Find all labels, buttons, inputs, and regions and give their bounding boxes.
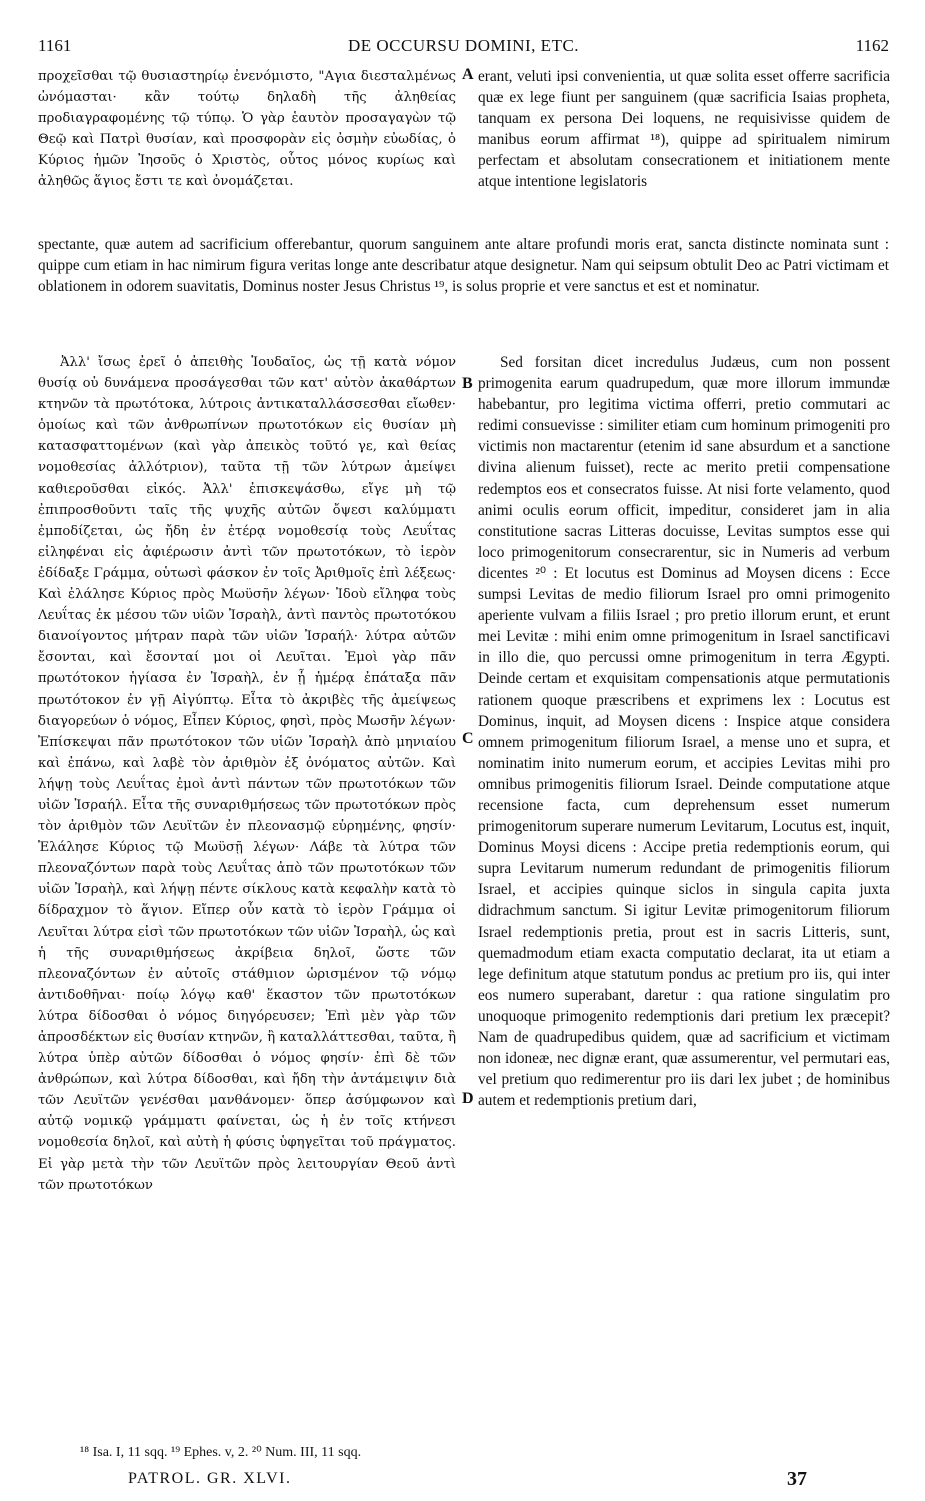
- footnotes: ¹⁸ Isa. I, 11 sqq. ¹⁹ Ephes. v, 2. ²⁰ Num. III, 11 sqq.: [80, 1445, 362, 1460]
- greek-column-section-2: [38, 352, 456, 1436]
- latin-column-section-2: [478, 352, 890, 1436]
- page-title: DE OCCURSU DOMINI, ETC.: [347, 36, 580, 55]
- page-number: 37: [787, 1468, 807, 1490]
- latin-text-1-continuation: spectante, quæ autem ad sacrificium offerebantur, quorum sanguinem ante altare profundi moris erat, sancta distincte nominata sunt : quippe cum etiam in hac nimirum figura veritas longe ante describatur atque designetur. Nam qui seipsum obtulit Deo ac Patri victimam et oblationem in odorem suavitatis, Dominus noster Jesus Christus ¹⁹, is solus proprie et vere sanctus et est et nominatur.: [38, 236, 889, 296]
- greek-column-section-1: [38, 66, 456, 214]
- greek-text-1: προχεῖσθαι τῷ θυσιαστηρίῳ ἐνενόμιστο, "Αγια διεσταλμένως ὠνόμασται· κἂν τούτῳ δηλαδὴ τῆς ἀληθείας προδιαγραφομένης τῷ τύπῳ. Ὁ γὰρ ἑαυτὸν προσαγαγὼν τῷ Θεῷ καὶ Πατρὶ θυσίαν, καὶ προσφορὰν εἰς ὀσμὴν εὐωδίας, ὁ Κύριος ἡμῶν Ἰησοῦς ὁ Χριστὸς, οὗτος μόνος κυρίως καὶ ἀληθῶς ἅγιος ἔστι τε καὶ ὀνομάζεται.: [38, 69, 456, 190]
- margin-marker-a: A: [462, 66, 474, 83]
- margin-marker-b: B: [462, 375, 473, 392]
- column-number-right: 1162: [855, 36, 889, 55]
- latin-text-1: erant, veluti ipsi convenientia, ut quæ solita esset offerre sacrificia quæ ex lege fiunt per sanguinem (quæ sacrificia Isaias propheta, tanquam ex persona Dei loquens, ne requisivisse quidem de manibus eorum affirmat ¹⁸), quippe ad spiritualem nimirum perfectam et absolutam consecrationem et initiationem mente atque intentione legislatoris: [478, 68, 890, 191]
- latin-text-2: Sed forsitan dicet incredulus Judæus, cum non possent primogenita earum quadrupedum, quæ more illorum immundæ habebantur, pro legitima victima offerri, pretio commutari ac redimi consuevisse : similiter etiam cum hominum primogeniti pro victimis non mactarentur (etenim id sane absurdum et a sanctione divina alienum fuisset), recte ac merito pretii compensatione redemptos eos et consecratos fuisse. At nisi forte velamento, quod animi oculis eorum officit, impeditur, consideret jam in alia constitutione sacras Litteras docuisse, Levitas sumptos esse qui loco primogenitorum consecrarentur, sic in Numeris ad verbum dicentes ²⁰ : Et locutus est Dominus ad Moysen dicens : Ecce sumpsi Levitas de medio filiorum Israel pro omni primogenito aperiente vulvam a filiis Israel ; pro pretio illorum erunt, et erunt mei Levitæ : mihi enim omne primogenitum in Israel sanctificavi in illo die, quo percussi omne primogenitum in terra Ægypti. Deinde certam et exquisitam compensationis atque permutationis rationem quoque præscribens et exprimens lex : Locutus est Dominus, inquit, ad Moysen dicens : Inspice atque considera omnem primogenitum filiorum Israel, a mense uno et supra, et nominatim inito numerum eorum, et accipies Levitas mihi pro omnibus primogenitis filiorum Israel. Deinde computatione atque recensione facta, cum deprehensum esset numerum primogenitorum superare numerum Levitarum, Locutus est, inquit, Dominus Moysi dicens : Accipe pretia redemptionis eorum, qui supra Levitarum numerum redundant de primogenitis filiorum Israel, et accipies quinque siclos in singula capita juxta didrachmum sanctum. Si igitur Levitæ primogenitorum filiorum Israel redemptionis pretia, prout est in sacris Litteris, sunt, quemadmodum etiam exacta computatio declarat, ita ut etiam a lege definitum atque statutum pondus ac pretium pro iis, qui inter eos numero superabant, daretur : qua ratione singulatim pro unoquoque primogenito redemptionis dari pretium lex præcepit? Nam de quadrupedibus quidem, quæ ad sacrificium et victimam non idoneæ, nec dignæ erant, quæ assumerentur, vel permutari eas, vel pretium quo redimerentur pro iis dari lex jubet ; de hominibus autem et redemptionis pretium dari,: [478, 354, 890, 1110]
- greek-text-2: Ἀλλ' ἴσως ἐρεῖ ὁ ἀπειθὴς Ἰουδαῖος, ὡς τῇ κατὰ νόμον θυσίᾳ οὐ δυνάμενα προσάγεσθαι τῶν κατ' αὐτὸν ἀκαθάρτων κτηνῶν τὰ πρωτότοκα, λύτροις ἀντικαταλλάσσεσθαι εἴωθεν· ὁμοίως καὶ τῶν ἀνθρωπίνων πρωτοτόκων εἰς θυσίαν μὴ κατασφαττομένων (καὶ γὰρ ἀπεικὸς τοῦτό γε, καὶ θείας νομοθεσίας ἀλλότριον), ταῦτα τῇ τῶν λύτρων ἀμείψει καθιεροῦσθαι εἰκός. Ἀλλ' ἐπισκεψάσθω, εἴγε μὴ τῷ ἐπιπροσθοῦντι ταῖς τῆς ψυχῆς αὐτῶν ὄψεσι καλύμματι ἐμποδίζεται, ὡς ἤδη ἐν ἑτέρᾳ νομοθεσίᾳ τοὺς Λευΐτας εἰληφέναι εἰς ἀφιέρωσιν ἀντὶ τῶν πρωτοτόκων, τὸ ἱερὸν ἐδίδαξε Γράμμα, οὑτωσὶ φάσκον ἐν τοῖς Ἀριθμοῖς ἐπὶ λέξεως· Καὶ ἐλάλησε Κύριος πρὸς Μωϋσῆν λέγων· Ἰδοὺ εἴληφα τοὺς Λευΐτας ἐκ μέσου τῶν υἱῶν Ἰσραὴλ, ἀντὶ παντὸς πρωτοτόκου διανοίγοντος μήτραν παρὰ τῶν υἱῶν Ἰσραήλ· λύτρα αὐτῶν ἔσονται, καὶ ἔσονταί μοι οἱ Λευῖται. Ἐμοὶ γὰρ πᾶν πρωτότοκον ἡγίασα ἐν Ἰσραὴλ, ἐν ᾗ ἡμέρᾳ ἐπάταξα πᾶν πρωτότοκον ἐν γῇ Αἰγύπτῳ. Εἶτα τὸ ἀκριβὲς τῆς ἀμείψεως διαγορεύων ὁ νόμος, Εἶπεν Κύριος, φησὶ, πρὸς Μωσῆν λέγων· Ἐπίσκεψαι πᾶν πρωτότοκον τῶν υἱῶν Ἰσραὴλ ἀπὸ μηνιαίου καὶ ἐπάνω, καὶ λαβὲ τὸν ἀριθμὸν ἐξ ὀνόματος αὐτῶν. Καὶ λήψῃ τοὺς Λευΐτας ἐμοὶ ἀντὶ πάντων τῶν πρωτοτόκων τῶν υἱῶν Ἰσραήλ. Εἶτα τῆς συναριθμήσεως τῶν πρωτοτόκων πρὸς τὸν ἀριθμὸν τῶν Λευϊτῶν ἐν πλεονασμῷ εὑρημένης, φησίν· Ἐλάλησε Κύριος τῷ Μωϋσῇ λέγων· Λάβε τὰ λύτρα τῶν πλεοναζόντων παρὰ τοὺς Λευΐτας ἀπὸ τῶν πρωτοτόκων τῶν υἱῶν Ἰσραὴλ, καὶ λήψῃ πέντε σίκλους κατὰ κεφαλὴν κατὰ τὸ δίδραχμον τὸ ἅγιον. Εἴπερ οὖν κατὰ τὸ ἱερὸν Γράμμα οἱ Λευῖται λύτρα εἰσὶ τῶν πρωτοτόκων τῶν υἱῶν Ἰσραὴλ, ὡς καὶ ἡ τῆς συναριθμήσεως ἀκρίβεια δηλοῖ, ὥστε τῶν πλεοναζόντων ἐν αὐτοῖς στάθμιον ὡρισμένον τῷ νόμῳ ἀντιδοθῆναι· ποίῳ λόγῳ καθ' ἕκαστον τῶν πρωτοτόκων λύτρα δίδοσθαι ὁ νόμος διηγόρευσεν; Ἐπὶ μὲν γὰρ τῶν ἀπροσδέκτων εἰς θυσίαν κτηνῶν, ἢ καταλλάττεσθαι, ταῦτα, ἢ λύτρα ὑπὲρ αὐτῶν δίδοσθαι ὁ νόμος φησίν· ἐπὶ δὲ τῶν ἀνθρώπων, καὶ λύτρα δίδοσθαι, καὶ ἤδη τὴν ἀντάμειψιν διὰ τῶν Λευϊτῶν γενέσθαι μανθάνομεν· ὅπερ ἀσύμφωνον καὶ αὐτῷ νομικῷ γράμματι φαίνεται, ὡς ἡ ἐν τοῖς κτήνεσι νομοθεσία δηλοῖ, καὶ αὐτὴ ἡ φύσις ὑφηγεῖται τοῦ πράγματος. Εἰ γὰρ μετὰ τὴν τῶν Λευϊτῶν πρὸς λειτουργίαν Θεοῦ ἀντὶ τῶν πρωτοτόκων: [38, 355, 456, 1193]
- latin-column-section-1: [478, 66, 890, 214]
- printer-signature: PATROL. GR. XLVI.: [128, 1470, 292, 1487]
- column-number-left: 1161: [38, 36, 72, 55]
- running-header: [38, 36, 889, 60]
- margin-marker-d: D: [462, 1090, 474, 1107]
- latin-fullwidth-continuation: [38, 234, 889, 346]
- margin-marker-c: C: [462, 730, 474, 747]
